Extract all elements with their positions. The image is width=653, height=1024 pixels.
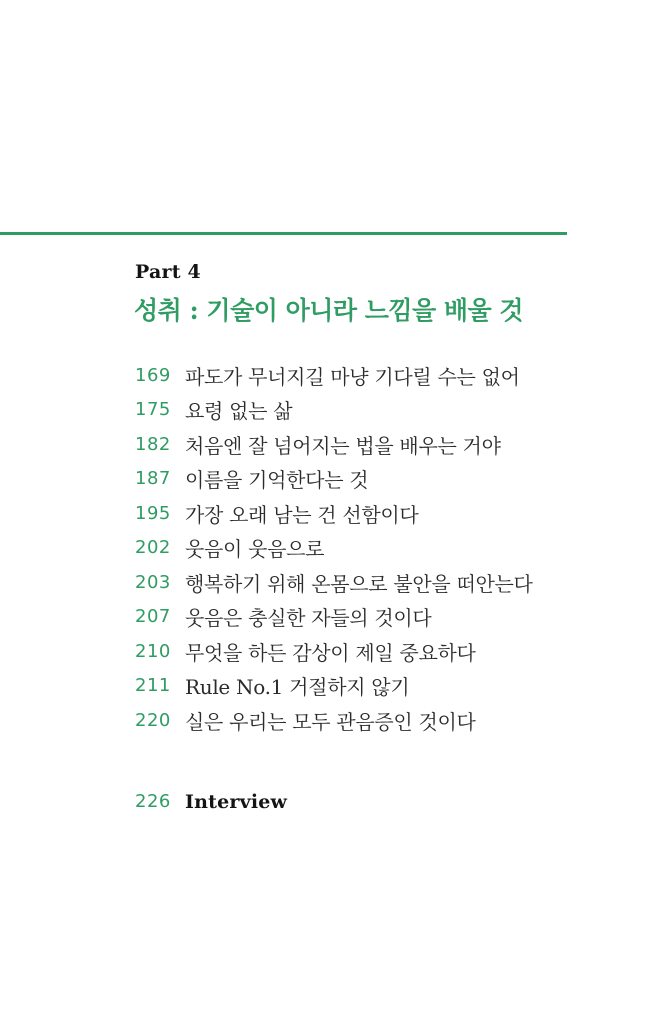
toc-entry bbox=[135, 669, 605, 704]
toc-entry bbox=[135, 393, 605, 428]
toc-entry-title: 이름을 기억한다는 것 bbox=[185, 468, 369, 493]
toc-page-number: 202 bbox=[135, 537, 171, 559]
toc-entry bbox=[135, 634, 605, 669]
toc-page-number: 226 bbox=[135, 791, 171, 813]
toc-page-number: 182 bbox=[135, 433, 171, 455]
toc-page-number: 195 bbox=[135, 502, 171, 524]
toc-entry bbox=[135, 496, 605, 531]
toc-entry-title: Rule No.1 거절하지 않기 bbox=[185, 675, 410, 700]
section-divider-rule bbox=[0, 232, 567, 235]
toc-entry-title: 파도가 무너지길 마냥 기다릴 수는 없어 bbox=[185, 364, 520, 389]
part-label: Part 4 bbox=[135, 261, 201, 283]
toc-entry-title: 웃음은 충실한 자들의 것이다 bbox=[185, 606, 432, 631]
toc-entry-title: 실은 우리는 모두 관음증인 것이다 bbox=[185, 709, 476, 734]
toc-entry-title: 처음엔 잘 넘어지는 법을 배우는 거야 bbox=[185, 433, 501, 458]
toc-entry-title: 무엇을 하든 감상이 제일 중요하다 bbox=[185, 640, 476, 665]
toc-entry-title: 가장 오래 남는 건 선함이다 bbox=[185, 502, 419, 527]
toc-entry bbox=[135, 531, 605, 566]
toc-entry bbox=[135, 703, 605, 738]
toc-entry bbox=[135, 427, 605, 462]
toc-page-number: 187 bbox=[135, 468, 171, 490]
toc-page-number: 220 bbox=[135, 709, 171, 731]
toc-entry-title: Interview bbox=[185, 790, 288, 813]
toc-entry bbox=[135, 358, 605, 393]
toc-page-number: 207 bbox=[135, 606, 171, 628]
toc-page-number: 175 bbox=[135, 399, 171, 421]
toc-entry-title: 행복하기 위해 온몸으로 불안을 떠안는다 bbox=[185, 571, 533, 596]
toc-page-number: 169 bbox=[135, 364, 171, 386]
toc-page-number: 210 bbox=[135, 640, 171, 662]
toc-entry bbox=[135, 565, 605, 600]
toc-page-number: 211 bbox=[135, 675, 171, 697]
part-title: 성취 : 기술이 아니라 느낌을 배울 것 bbox=[134, 296, 524, 325]
toc-list bbox=[135, 358, 605, 819]
toc-entry bbox=[135, 462, 605, 497]
toc-entry bbox=[135, 600, 605, 635]
toc-page-number: 203 bbox=[135, 571, 171, 593]
toc-entry-interview bbox=[135, 785, 605, 820]
toc-entry-title: 웃음이 웃음으로 bbox=[185, 537, 325, 562]
toc-entry-title: 요령 없는 삶 bbox=[185, 399, 293, 424]
